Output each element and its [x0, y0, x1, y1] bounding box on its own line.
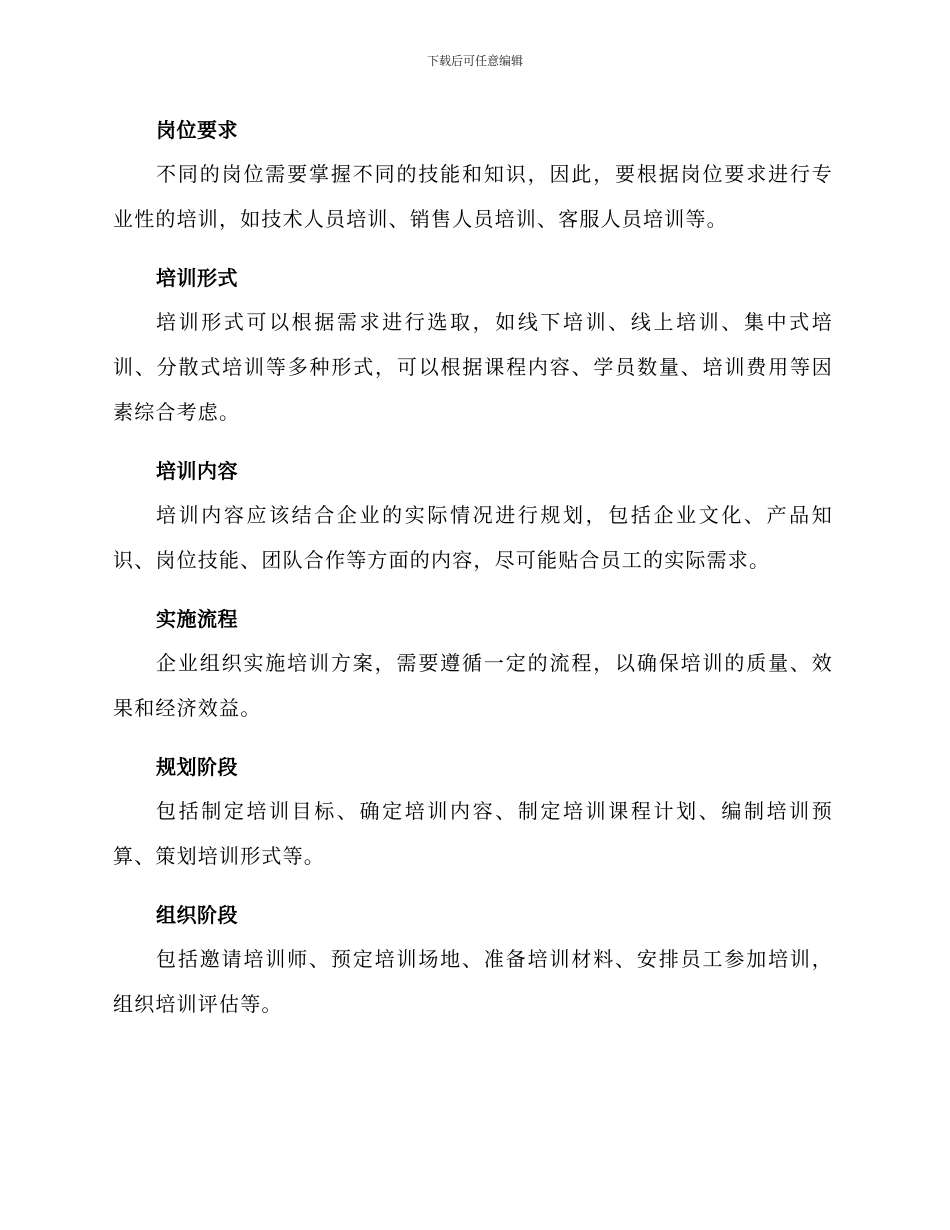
section-paragraph: 培训形式可以根据需求进行选取，如线下培训、线上培训、集中式培训、分散式培训等多种形式，可以根据课程内容、学员数量、培训费用等因素综合考虑。 — [113, 310, 833, 424]
section-heading: 岗位要求 — [156, 118, 238, 142]
section-training-format — [113, 256, 833, 435]
section-heading: 实施流程 — [156, 607, 238, 631]
page-header: 下载后可任意编辑 — [426, 54, 523, 68]
section-heading: 培训形式 — [156, 266, 238, 290]
section-heading: 培训内容 — [156, 459, 238, 483]
document-body — [113, 108, 833, 1041]
section-heading: 组织阶段 — [156, 903, 238, 927]
section-implementation-process — [113, 597, 833, 731]
section-paragraph: 企业组织实施培训方案，需要遵循一定的流程，以确保培训的质量、效果和经济效益。 — [113, 651, 833, 720]
section-organization-stage — [113, 893, 833, 1027]
section-training-content — [113, 449, 833, 583]
section-paragraph: 培训内容应该结合企业的实际情况进行规划，包括企业文化、产品知识、岗位技能、团队合作等方面的内容，尽可能贴合员工的实际需求。 — [113, 503, 833, 572]
section-heading: 规划阶段 — [156, 755, 238, 779]
section-job-requirements — [113, 108, 833, 242]
section-paragraph: 包括邀请培训师、预定培训场地、准备培训材料、安排员工参加培训，组织培训评估等。 — [113, 947, 833, 1016]
section-paragraph: 包括制定培训目标、确定培训内容、制定培训课程计划、编制培训预算、策划培训形式等。 — [113, 799, 833, 868]
section-paragraph: 不同的岗位需要掌握不同的技能和知识，因此，要根据岗位要求进行专业性的培训，如技术人员培训、销售人员培训、客服人员培训等。 — [113, 162, 833, 231]
section-planning-stage — [113, 745, 833, 879]
